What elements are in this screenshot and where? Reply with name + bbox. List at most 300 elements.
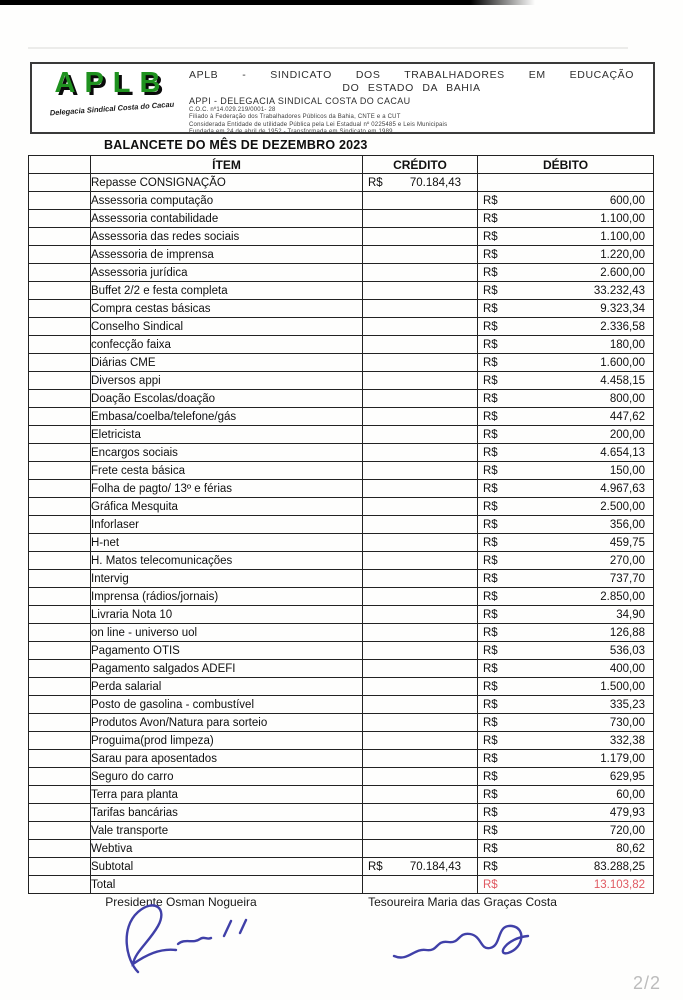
credit-cell [363, 372, 478, 390]
item-cell: confecção faixa [91, 336, 363, 354]
debit-cell [478, 534, 654, 552]
currency-symbol: R$ [483, 824, 498, 837]
item-cell: Proguima(prod limpeza) [91, 732, 363, 750]
item-cell: Sarau para aposentados [91, 750, 363, 768]
amount-value: 1.100,00 [600, 212, 645, 225]
row-blank-cell [29, 552, 91, 570]
currency-symbol: R$ [483, 770, 498, 783]
amount-value: 4.967,63 [600, 482, 645, 495]
table-row [29, 876, 654, 894]
table-row [29, 804, 654, 822]
currency-symbol: R$ [483, 644, 498, 657]
credit-cell [363, 228, 478, 246]
currency-symbol: R$ [483, 356, 498, 369]
debit-cell [478, 858, 654, 876]
table-row [29, 696, 654, 714]
credit-cell [363, 300, 478, 318]
credit-cell [363, 210, 478, 228]
debit-cell [478, 246, 654, 264]
row-blank-cell [29, 732, 91, 750]
row-blank-cell [29, 876, 91, 894]
amount-value: 60,00 [616, 788, 645, 801]
organization-text [189, 69, 647, 136]
table-row [29, 462, 654, 480]
table-row [29, 516, 654, 534]
debit-cell [478, 840, 654, 858]
row-blank-cell [29, 498, 91, 516]
credit-column-header: CRÉDITO [363, 156, 478, 174]
currency-symbol: R$ [483, 662, 498, 675]
table-row [29, 678, 654, 696]
amount-value: 83.288,25 [593, 860, 645, 873]
currency-symbol: R$ [483, 464, 498, 477]
debit-cell [478, 462, 654, 480]
debit-cell [478, 426, 654, 444]
amount-value: 4.654,13 [600, 446, 645, 459]
debit-cell [478, 192, 654, 210]
amount-value: 270,00 [609, 554, 645, 567]
table-row [29, 732, 654, 750]
amount-value: 1.600,00 [600, 356, 645, 369]
currency-symbol: R$ [483, 734, 498, 747]
debit-cell [478, 552, 654, 570]
credit-cell [363, 732, 478, 750]
credit-cell [363, 336, 478, 354]
currency-symbol: R$ [483, 302, 498, 315]
amount-value: 80,62 [616, 842, 645, 855]
currency-symbol: R$ [483, 806, 498, 819]
row-blank-cell [29, 300, 91, 318]
amount-value: 447,62 [609, 410, 645, 423]
amount-value: 400,00 [609, 662, 645, 675]
row-blank-cell [29, 840, 91, 858]
table-row [29, 372, 654, 390]
document-title: BALANCETE DO MÊS DE DEZEMBRO 2023 [104, 138, 368, 152]
table-row [29, 318, 654, 336]
item-cell: Total [91, 876, 363, 894]
row-blank-cell [29, 228, 91, 246]
debit-cell [478, 714, 654, 732]
row-blank-cell [29, 354, 91, 372]
table-row [29, 264, 654, 282]
currency-symbol: R$ [483, 608, 498, 621]
debit-cell [478, 660, 654, 678]
table-row [29, 570, 654, 588]
debit-cell [478, 354, 654, 372]
table-row [29, 282, 654, 300]
blank-column-header [29, 156, 91, 174]
row-blank-cell [29, 462, 91, 480]
item-cell: Assessoria jurídica [91, 264, 363, 282]
item-cell: Frete cesta básica [91, 462, 363, 480]
table-row [29, 210, 654, 228]
row-blank-cell [29, 714, 91, 732]
debit-cell [478, 372, 654, 390]
amount-value: 1.100,00 [600, 230, 645, 243]
currency-symbol: R$ [483, 446, 498, 459]
debit-cell [478, 768, 654, 786]
row-blank-cell [29, 318, 91, 336]
credit-cell [363, 588, 478, 606]
amount-value: 13.103,82 [593, 878, 645, 891]
credit-cell [363, 858, 478, 876]
debit-cell [478, 786, 654, 804]
item-cell: Inforlaser [91, 516, 363, 534]
amount-value: 600,00 [609, 194, 645, 207]
amount-value: 629,95 [609, 770, 645, 783]
item-cell: H. Matos telecomunicações [91, 552, 363, 570]
item-cell: Gráfica Mesquita [91, 498, 363, 516]
debit-cell [478, 822, 654, 840]
amount-value: 1.179,00 [600, 752, 645, 765]
org-delegacia-line: APPI - DELEGACIA SINDICAL COSTA DO CACAU [189, 96, 411, 106]
currency-symbol: R$ [483, 698, 498, 711]
table-row [29, 840, 654, 858]
table-row [29, 174, 654, 192]
credit-cell [363, 426, 478, 444]
debit-cell [478, 876, 654, 894]
item-cell: Pagamento salgados ADEFI [91, 660, 363, 678]
row-blank-cell [29, 588, 91, 606]
org-detail-founded: Fundada em 24 de abril de 1952 - Transformada em Sindicato em 1989 [189, 128, 393, 135]
item-cell: on line - universo uol [91, 624, 363, 642]
treasurer-signature [388, 908, 543, 968]
debit-cell [478, 678, 654, 696]
scan-artifact-fold-line [28, 47, 628, 49]
debit-cell [478, 516, 654, 534]
item-cell: Assessoria de imprensa [91, 246, 363, 264]
row-blank-cell [29, 390, 91, 408]
row-blank-cell [29, 516, 91, 534]
amount-value: 34,90 [616, 608, 645, 621]
row-blank-cell [29, 660, 91, 678]
credit-cell [363, 246, 478, 264]
table-row [29, 390, 654, 408]
table-row [29, 444, 654, 462]
currency-symbol: R$ [483, 194, 498, 207]
item-cell: Terra para planta [91, 786, 363, 804]
debit-cell [478, 696, 654, 714]
row-blank-cell [29, 480, 91, 498]
amount-value: 200,00 [609, 428, 645, 441]
currency-symbol: R$ [483, 410, 498, 423]
row-blank-cell [29, 624, 91, 642]
credit-cell [363, 768, 478, 786]
currency-symbol: R$ [483, 878, 498, 891]
currency-symbol: R$ [483, 392, 498, 405]
item-cell: Repasse CONSIGNAÇÃO [91, 174, 363, 192]
credit-cell [363, 390, 478, 408]
table-row [29, 624, 654, 642]
item-cell: Produtos Avon/Natura para sorteio [91, 714, 363, 732]
currency-symbol: R$ [483, 374, 498, 387]
item-cell: Imprensa (rádios/jornais) [91, 588, 363, 606]
credit-cell [363, 354, 478, 372]
debit-cell [478, 264, 654, 282]
debit-cell [478, 480, 654, 498]
currency-symbol: R$ [483, 554, 498, 567]
debit-cell [478, 750, 654, 768]
currency-symbol: R$ [483, 230, 498, 243]
amount-value: 33.232,43 [593, 284, 645, 297]
table-row [29, 552, 654, 570]
row-blank-cell [29, 336, 91, 354]
row-blank-cell [29, 768, 91, 786]
currency-symbol: R$ [483, 752, 498, 765]
table-row [29, 660, 654, 678]
currency-symbol: R$ [483, 572, 498, 585]
currency-symbol: R$ [483, 536, 498, 549]
currency-symbol: R$ [483, 338, 498, 351]
currency-symbol: R$ [483, 428, 498, 441]
treasurer-signature-label: Tesoureira Maria das Graças Costa [368, 895, 557, 909]
credit-cell [363, 282, 478, 300]
row-blank-cell [29, 372, 91, 390]
item-column-header: ÍTEM [91, 156, 363, 174]
table-row [29, 246, 654, 264]
row-blank-cell [29, 804, 91, 822]
currency-symbol: R$ [483, 266, 498, 279]
currency-symbol: R$ [483, 590, 498, 603]
credit-cell [363, 714, 478, 732]
table-row [29, 498, 654, 516]
credit-cell [363, 498, 478, 516]
debit-cell [478, 624, 654, 642]
debit-cell [478, 642, 654, 660]
item-cell: Seguro do carro [91, 768, 363, 786]
row-blank-cell [29, 786, 91, 804]
amount-value: 126,88 [609, 626, 645, 639]
table-row [29, 714, 654, 732]
amount-value: 2.850,00 [600, 590, 645, 603]
scan-artifact-top-bar [0, 0, 535, 5]
item-cell: Conselho Sindical [91, 318, 363, 336]
org-detail-lines [189, 107, 647, 136]
debit-column-header: DÉBITO [478, 156, 654, 174]
item-cell: Assessoria computação [91, 192, 363, 210]
credit-cell [363, 750, 478, 768]
amount-value: 720,00 [609, 824, 645, 837]
debit-cell [478, 300, 654, 318]
table-row [29, 354, 654, 372]
currency-symbol: R$ [483, 284, 498, 297]
debit-cell [478, 444, 654, 462]
currency-symbol: R$ [483, 860, 498, 873]
letterhead [30, 62, 655, 134]
item-cell: Livraria Nota 10 [91, 606, 363, 624]
item-cell: Doação Escolas/doação [91, 390, 363, 408]
debit-cell [478, 498, 654, 516]
currency-symbol: R$ [368, 176, 383, 189]
aplb-logo [42, 67, 182, 118]
amount-value: 2.500,00 [600, 500, 645, 513]
row-blank-cell [29, 264, 91, 282]
credit-cell [363, 534, 478, 552]
table-row [29, 336, 654, 354]
amount-value: 459,75 [609, 536, 645, 549]
item-cell: Perda salarial [91, 678, 363, 696]
table-row [29, 606, 654, 624]
item-cell: Diversos appi [91, 372, 363, 390]
credit-cell [363, 480, 478, 498]
currency-symbol: R$ [483, 212, 498, 225]
table-row [29, 786, 654, 804]
table-row [29, 768, 654, 786]
currency-symbol: R$ [483, 320, 498, 333]
amount-value: 2.600,00 [600, 266, 645, 279]
currency-symbol: R$ [483, 626, 498, 639]
amount-value: 2.336,58 [600, 320, 645, 333]
debit-cell [478, 210, 654, 228]
credit-cell [363, 624, 478, 642]
table-row [29, 822, 654, 840]
table-row [29, 300, 654, 318]
item-cell: Subtotal [91, 858, 363, 876]
credit-cell [363, 876, 478, 894]
credit-cell [363, 606, 478, 624]
item-cell: Vale transporte [91, 822, 363, 840]
amount-value: 737,70 [609, 572, 645, 585]
row-blank-cell [29, 822, 91, 840]
row-blank-cell [29, 534, 91, 552]
credit-cell [363, 642, 478, 660]
item-cell: Posto de gasolina - combustível [91, 696, 363, 714]
debit-cell [478, 282, 654, 300]
credit-cell [363, 552, 478, 570]
amount-value: 800,00 [609, 392, 645, 405]
debit-cell [478, 318, 654, 336]
credit-cell [363, 174, 478, 192]
credit-cell [363, 516, 478, 534]
amount-value: 150,00 [609, 464, 645, 477]
item-cell: Assessoria contabilidade [91, 210, 363, 228]
logo-caption: Delegacia Sindical Costa do Cacau [49, 99, 175, 118]
currency-symbol: R$ [483, 716, 498, 729]
table-row [29, 408, 654, 426]
page-number: 2/2 [632, 973, 661, 993]
row-blank-cell [29, 174, 91, 192]
table-row [29, 588, 654, 606]
currency-symbol: R$ [483, 518, 498, 531]
item-cell: Diárias CME [91, 354, 363, 372]
logo-acronym: APLB [54, 67, 170, 99]
debit-cell [478, 408, 654, 426]
row-blank-cell [29, 192, 91, 210]
president-signature [108, 898, 258, 978]
amount-value: 1.500,00 [600, 680, 645, 693]
row-blank-cell [29, 210, 91, 228]
amount-value: 9.323,34 [600, 302, 645, 315]
balance-table [28, 155, 654, 894]
amount-value: 70.184,43 [409, 860, 461, 873]
row-blank-cell [29, 750, 91, 768]
item-cell: Pagamento OTIS [91, 642, 363, 660]
credit-cell [363, 660, 478, 678]
currency-symbol: R$ [483, 500, 498, 513]
credit-cell [363, 462, 478, 480]
org-detail-coc: C.O.C. nº14.029.219/0001- 28 [189, 107, 276, 113]
row-blank-cell [29, 570, 91, 588]
org-name-line2: DO ESTADO DA BAHIA [342, 82, 481, 94]
president-signature-label: Presidente Osman Nogueira [105, 895, 257, 909]
currency-symbol: R$ [483, 842, 498, 855]
row-blank-cell [29, 426, 91, 444]
credit-cell [363, 840, 478, 858]
amount-value: 180,00 [609, 338, 645, 351]
credit-cell [363, 264, 478, 282]
table-row [29, 480, 654, 498]
row-blank-cell [29, 408, 91, 426]
debit-cell [478, 732, 654, 750]
amount-value: 730,00 [609, 716, 645, 729]
row-blank-cell [29, 246, 91, 264]
table-row [29, 858, 654, 876]
credit-cell [363, 444, 478, 462]
balance-table-body [29, 174, 654, 894]
item-cell: Eletricista [91, 426, 363, 444]
currency-symbol: R$ [483, 482, 498, 495]
item-cell: Encargos sociais [91, 444, 363, 462]
item-cell: Webtiva [91, 840, 363, 858]
debit-cell [478, 174, 654, 192]
amount-value: 332,38 [609, 734, 645, 747]
amount-value: 70.184,43 [409, 176, 461, 189]
credit-cell [363, 570, 478, 588]
item-cell: Embasa/coelba/telefone/gás [91, 408, 363, 426]
table-row [29, 426, 654, 444]
row-blank-cell [29, 678, 91, 696]
table-row [29, 642, 654, 660]
item-cell: H-net [91, 534, 363, 552]
item-cell: Tarifas bancárias [91, 804, 363, 822]
table-header-row [29, 156, 654, 174]
credit-cell [363, 696, 478, 714]
item-cell: Intervig [91, 570, 363, 588]
table-row [29, 192, 654, 210]
debit-cell [478, 588, 654, 606]
currency-symbol: R$ [483, 248, 498, 261]
row-blank-cell [29, 282, 91, 300]
debit-cell [478, 570, 654, 588]
row-blank-cell [29, 642, 91, 660]
table-row [29, 534, 654, 552]
item-cell: Folha de pagto/ 13º e férias [91, 480, 363, 498]
currency-symbol: R$ [483, 680, 498, 693]
debit-cell [478, 390, 654, 408]
credit-cell [363, 408, 478, 426]
debit-cell [478, 606, 654, 624]
credit-cell [363, 192, 478, 210]
amount-value: 479,93 [609, 806, 645, 819]
row-blank-cell [29, 858, 91, 876]
credit-cell [363, 786, 478, 804]
amount-value: 4.458,15 [600, 374, 645, 387]
item-cell: Compra cestas básicas [91, 300, 363, 318]
amount-value: 356,00 [609, 518, 645, 531]
debit-cell [478, 804, 654, 822]
currency-symbol: R$ [483, 788, 498, 801]
row-blank-cell [29, 606, 91, 624]
amount-value: 335,23 [609, 698, 645, 711]
credit-cell [363, 804, 478, 822]
credit-cell [363, 318, 478, 336]
credit-cell [363, 822, 478, 840]
table-row [29, 228, 654, 246]
row-blank-cell [29, 444, 91, 462]
item-cell: Buffet 2/2 e festa completa [91, 282, 363, 300]
item-cell: Assessoria das redes sociais [91, 228, 363, 246]
org-name-line1: APLB - SINDICATO DOS TRABALHADORES EM EDUCAÇÃO [189, 69, 634, 81]
